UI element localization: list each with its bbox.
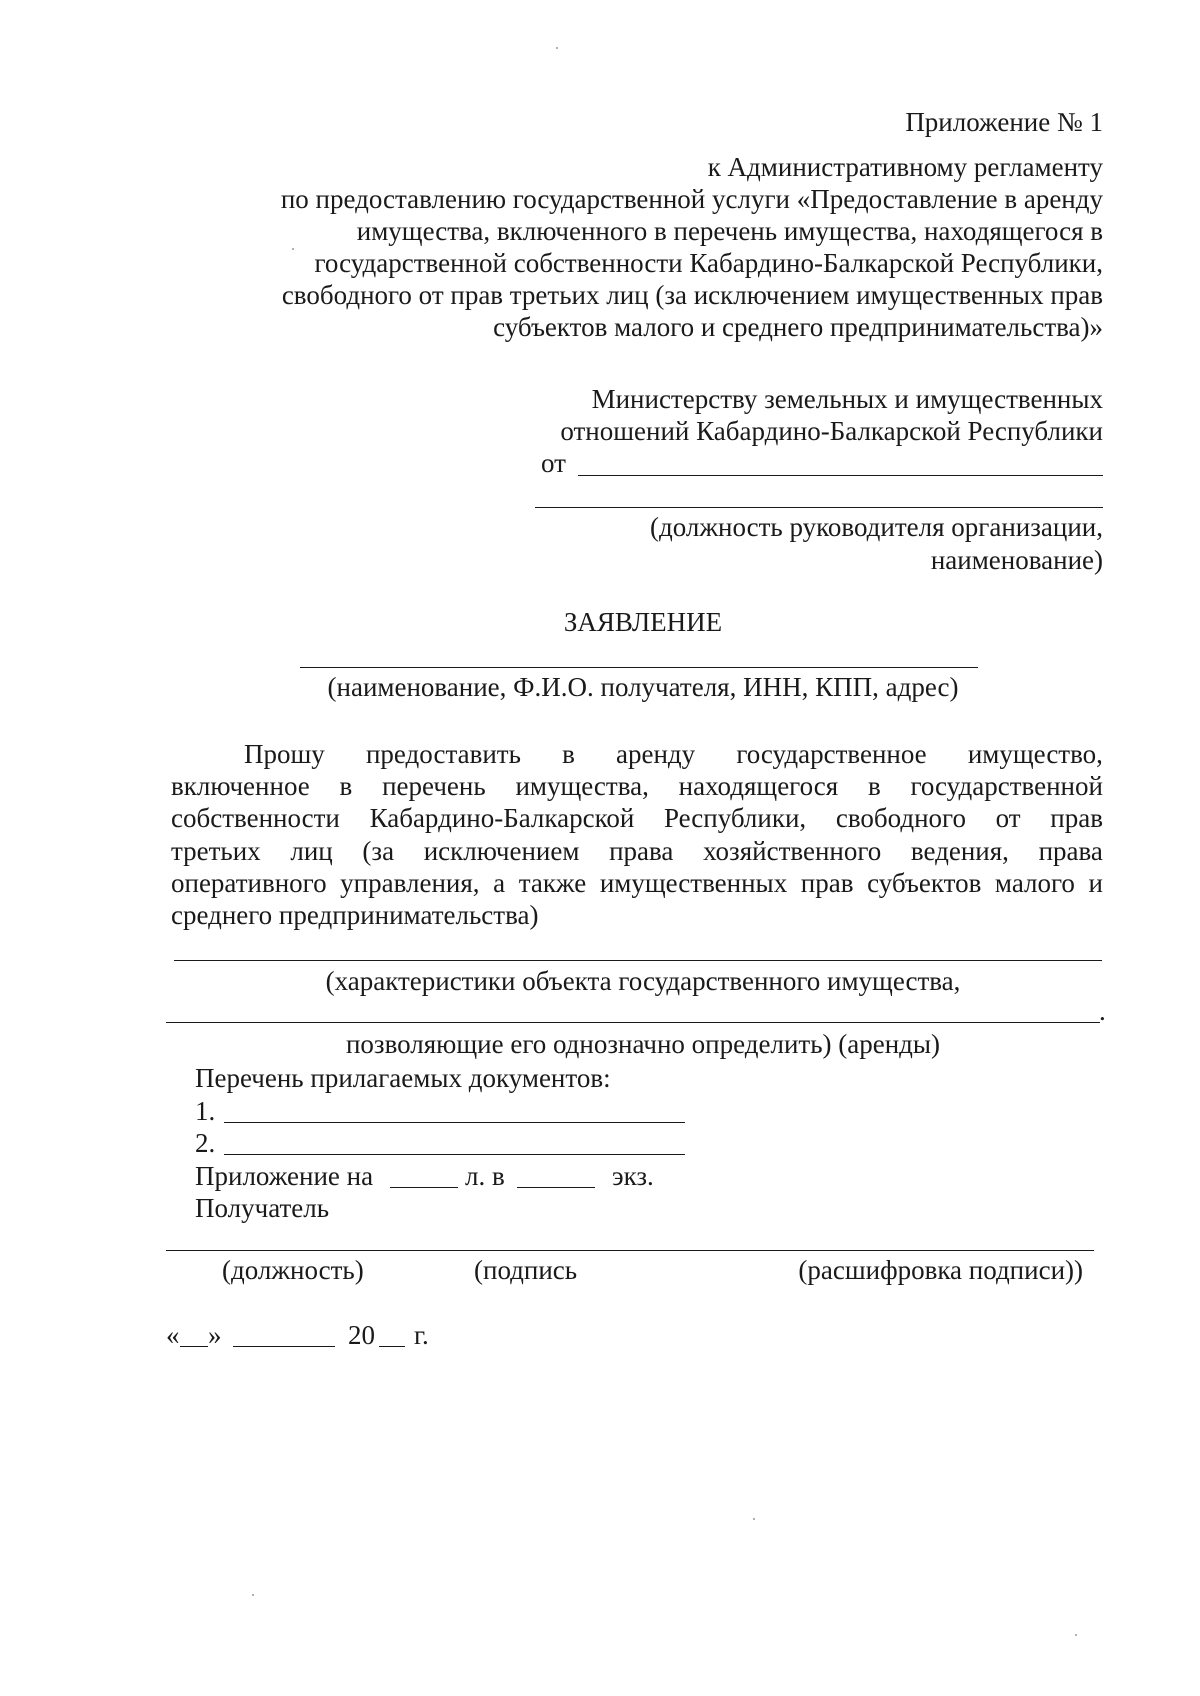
header-line: имущества, включенного в перечень имущества, находящегося в [356, 216, 1103, 246]
request-word: аренду [616, 739, 696, 769]
request-word: находящегося [678, 771, 839, 801]
request-word: государственное [736, 739, 927, 769]
request-word: государственной [910, 771, 1103, 801]
header-line: к Административному регламенту [707, 152, 1103, 182]
applicant-hint: (наименование, Ф.И.О. получателя, ИНН, КПП, адрес) [327, 672, 959, 702]
appendix-title: Приложение № 1 [905, 107, 1103, 137]
request-word: имущества, [515, 771, 649, 801]
date-month-blank[interactable] [233, 1346, 335, 1347]
attachment-sheets-blank[interactable] [390, 1187, 458, 1188]
request-word: также [518, 868, 587, 898]
request-word: свободного [835, 803, 966, 833]
request-word: собственности [171, 803, 340, 833]
request-word: оперативного [171, 868, 327, 898]
signature-position-hint: (должность) [222, 1255, 364, 1285]
object-hint-line-1: (характеристики объекта государственного имущества, [325, 966, 961, 996]
request-word: и [1088, 868, 1103, 898]
request-word: (за [362, 836, 395, 866]
document-title: ЗАЯВЛЕНИЕ [563, 607, 723, 637]
request-last-line: среднего предпринимательства) [171, 900, 539, 930]
from-blank-line[interactable] [578, 475, 1103, 476]
scan-speck [292, 248, 294, 250]
date-open-quote: « [166, 1320, 180, 1350]
object-trailing-dot: . [1099, 996, 1106, 1026]
object-blank-line-1[interactable] [174, 960, 1102, 961]
scan-speck [556, 47, 558, 49]
request-word: третьих [171, 836, 261, 866]
addressee-line-1: Министерству земельных и имущественных [591, 384, 1103, 414]
header-line: государственной собственности Кабардино-Балкарской Республики, [314, 248, 1103, 278]
header-line: субъектов малого и среднего предпринимательства)» [493, 312, 1103, 342]
scan-speck [252, 1594, 254, 1596]
request-word: прав [800, 868, 854, 898]
organization-hint-line-1: (должность руководителя организации, [650, 512, 1103, 542]
date-year-suffix: г. [414, 1320, 429, 1350]
addressee-line-2: отношений Кабардино-Балкарской Республики [560, 416, 1103, 446]
organization-blank-line[interactable] [535, 507, 1103, 508]
request-word: исключением [423, 836, 580, 866]
documents-heading: Перечень прилагаемых документов: [195, 1063, 611, 1093]
from-label: от [541, 448, 566, 478]
request-word: малого [994, 868, 1075, 898]
recipient-label: Получатель [195, 1193, 330, 1223]
signature-hint: (подпись [474, 1255, 578, 1285]
date-year-blank[interactable] [379, 1346, 405, 1347]
date-year-prefix: 20 [348, 1320, 375, 1350]
object-hint-line-2: позволяющие его однозначно определить) (аренды) [345, 1029, 941, 1059]
request-word: лиц [290, 836, 333, 866]
object-blank-line-2[interactable] [166, 1022, 1100, 1023]
request-line [171, 870, 1103, 897]
request-word: имущество, [967, 739, 1103, 769]
request-word: права [609, 836, 674, 866]
request-word: Прошу [244, 739, 325, 769]
header-line: свободного от прав третьих лиц (за исключением имущественных прав [281, 280, 1103, 310]
request-word: права [1038, 836, 1103, 866]
document-item-2-blank[interactable] [224, 1154, 685, 1155]
header-line: по предоставлению государственной услуги «Предоставление в аренду [280, 184, 1103, 214]
attachment-sheets-label: л. в [465, 1161, 505, 1191]
request-word: в [562, 739, 575, 769]
request-word: включенное [171, 771, 310, 801]
request-word: управления, [340, 868, 480, 898]
scan-speck [1075, 1634, 1077, 1636]
document-item-2-number: 2. [195, 1128, 216, 1158]
request-word: субъектов [867, 868, 982, 898]
request-word: Республики, [663, 803, 807, 833]
document-item-1-number: 1. [195, 1096, 216, 1126]
request-word: Кабардино-Балкарской [369, 803, 635, 833]
request-word: ведения, [910, 836, 1009, 866]
date-close-quote: » [208, 1320, 222, 1350]
request-line [171, 805, 1103, 832]
request-word: предоставить [365, 739, 521, 769]
request-word: от [995, 803, 1021, 833]
request-word: хозяйственного [703, 836, 882, 866]
request-word: а [493, 868, 506, 898]
request-word: имущественных [599, 868, 788, 898]
organization-hint-line-2: наименование) [930, 545, 1103, 575]
document-item-1-blank[interactable] [224, 1122, 685, 1123]
attachment-prefix: Приложение на [195, 1161, 374, 1191]
request-line [244, 741, 1103, 768]
request-line [171, 773, 1103, 800]
applicant-blank-line[interactable] [300, 667, 978, 668]
attachment-copies-blank[interactable] [517, 1187, 595, 1188]
request-word: в [339, 771, 353, 801]
request-word: прав [1050, 803, 1103, 833]
request-line [171, 838, 1103, 865]
signature-decoding-hint: (расшифровка подписи)) [798, 1255, 1083, 1285]
scan-speck [753, 1518, 755, 1520]
request-word: в [867, 771, 881, 801]
request-word: перечень [382, 771, 486, 801]
attachment-copies-label: экз. [612, 1161, 654, 1191]
signature-blank-line[interactable] [166, 1250, 1094, 1251]
date-day-blank[interactable] [180, 1346, 208, 1347]
